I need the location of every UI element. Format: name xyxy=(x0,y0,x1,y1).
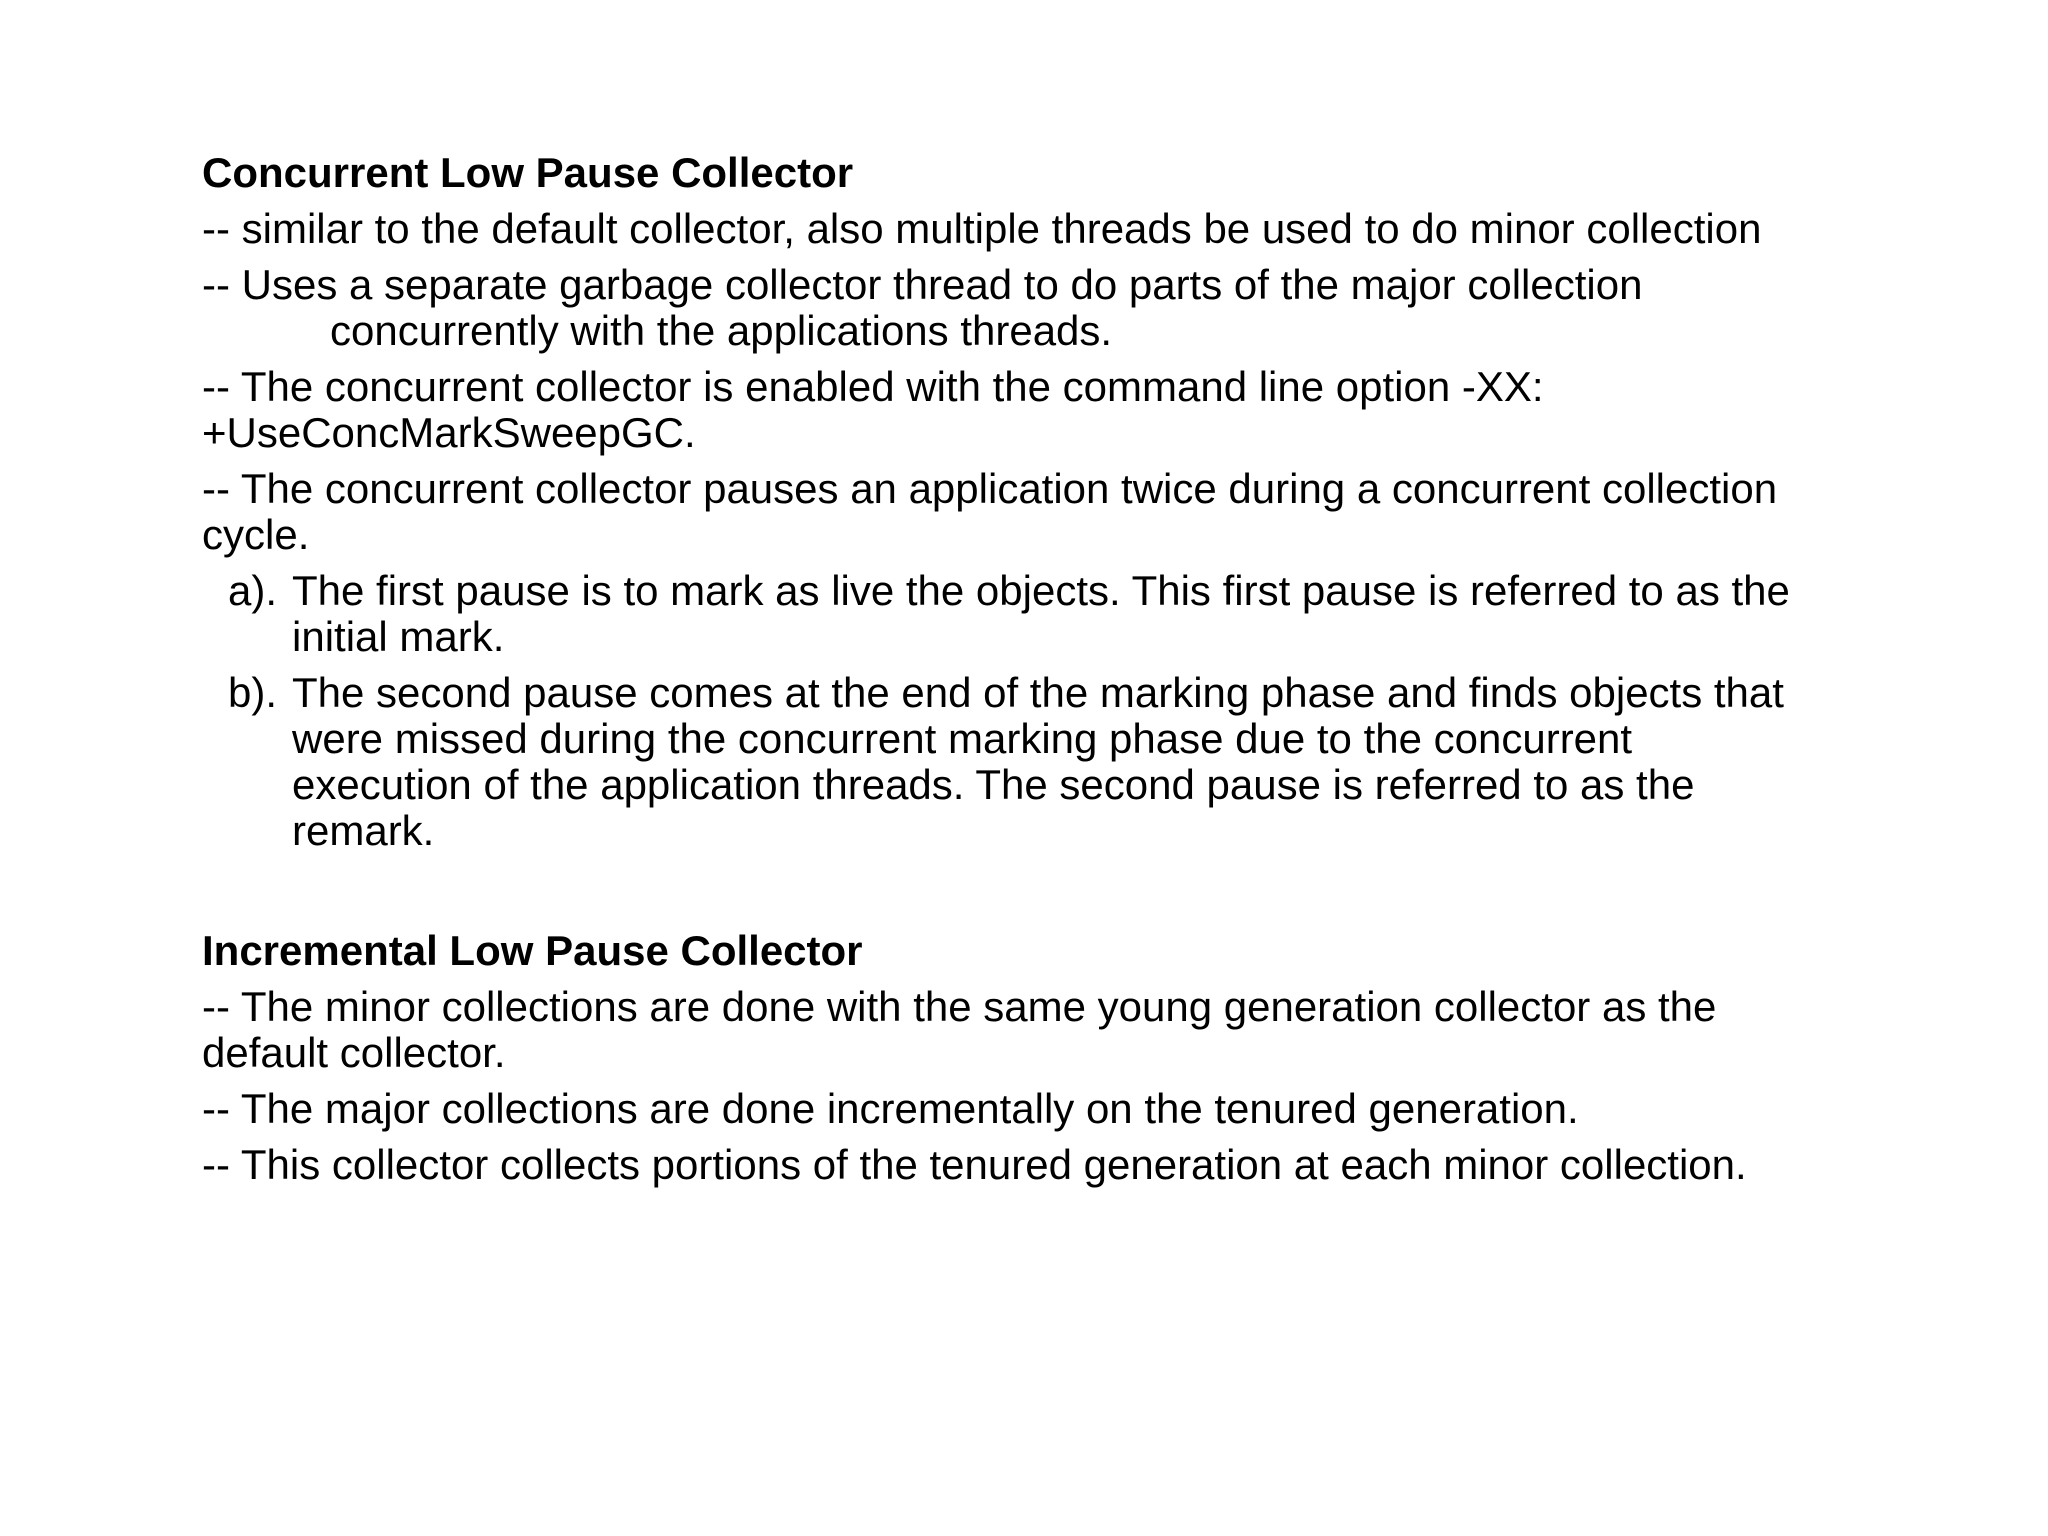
slide-content xyxy=(202,150,1962,1198)
pause-item-b-line-2: were missed during the concurrent marking phase due to the concurrent xyxy=(292,715,1633,762)
concurrent-point-3 xyxy=(202,364,1962,456)
concurrent-point-4 xyxy=(202,466,1962,558)
pause-item-a xyxy=(228,568,1962,660)
pause-item-a-marker: a). xyxy=(228,567,278,614)
pause-item-a-text xyxy=(292,568,1962,660)
pause-item-b-text xyxy=(292,670,1962,854)
section-title-concurrent: Concurrent Low Pause Collector xyxy=(202,149,854,196)
incremental-point-2: -- The major collections are done incrementally on the tenured generation. xyxy=(202,1085,1579,1132)
concurrent-point-4-line-1: -- The concurrent collector pauses an application twice during a concurrent collection xyxy=(202,465,1778,512)
concurrent-point-4-line-2: cycle. xyxy=(202,511,310,558)
concurrent-point-2-line-2: concurrently with the applications threads. xyxy=(330,307,1113,354)
incremental-point-3: -- This collector collects portions of the tenured generation at each minor collection. xyxy=(202,1141,1747,1188)
pause-item-b-line-1: The second pause comes at the end of the marking phase and finds objects that xyxy=(292,669,1784,716)
pause-item-b-line-4: remark. xyxy=(292,807,435,854)
pause-item-b xyxy=(228,670,1962,854)
incremental-point-1 xyxy=(202,984,1962,1076)
concurrent-point-3-line-2: +UseConcMarkSweepGC. xyxy=(202,409,696,456)
incremental-point-1-line-2: default collector. xyxy=(202,1029,506,1076)
pause-item-b-marker: b). xyxy=(228,669,278,716)
section-title-incremental: Incremental Low Pause Collector xyxy=(202,927,863,974)
pause-item-a-line-2: initial mark. xyxy=(292,613,505,660)
concurrent-point-1: -- similar to the default collector, also multiple threads be used to do minor collection xyxy=(202,205,1762,252)
concurrent-point-2-line-1: -- Uses a separate garbage collector thread to do parts of the major collection xyxy=(202,261,1643,308)
concurrent-point-3-line-1: -- The concurrent collector is enabled with the command line option -XX: xyxy=(202,363,1544,410)
pause-item-b-line-3: execution of the application threads. The second pause is referred to as the xyxy=(292,761,1695,808)
pause-item-a-line-1: The first pause is to mark as live the objects. This first pause is referred to as the xyxy=(292,567,1790,614)
section-spacer xyxy=(202,864,1962,928)
concurrent-point-2 xyxy=(202,262,1962,354)
incremental-point-1-line-1: -- The minor collections are done with the same young generation collector as the xyxy=(202,983,1717,1030)
